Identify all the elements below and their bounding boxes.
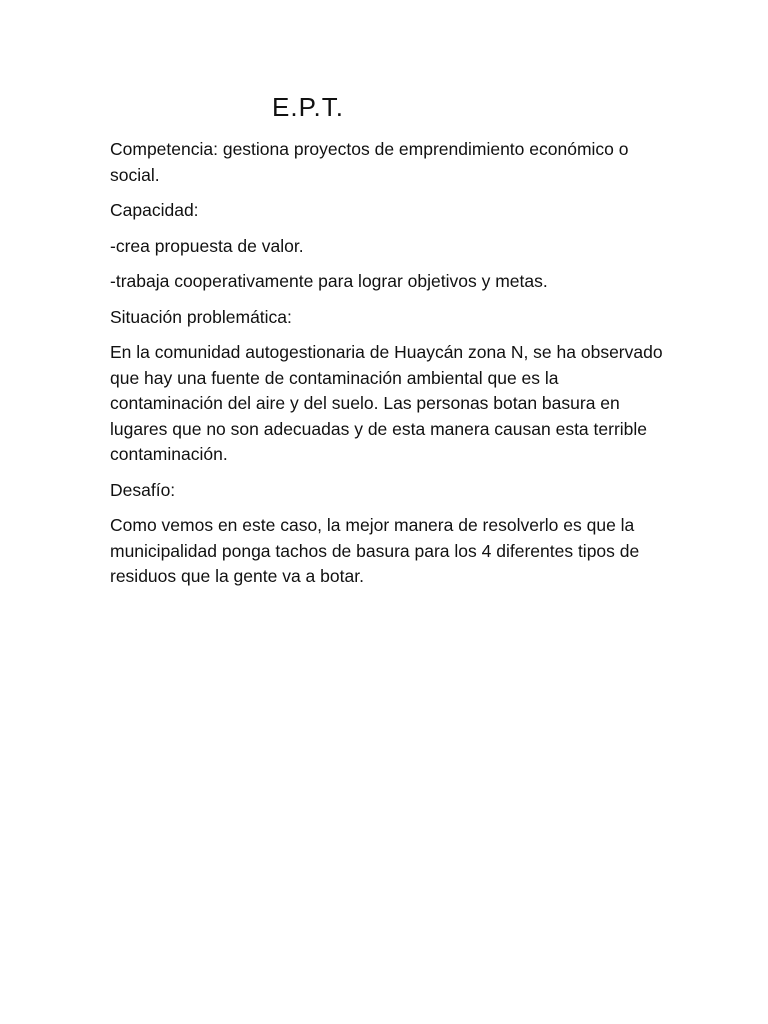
capacidad-item-2: -trabaja cooperativamente para lograr objetivos y metas. (110, 271, 548, 291)
situacion-paragraph: En la comunidad autogestionaria de Huaycán zona N, se ha observado que hay una fuente de contaminación ambiental que es la contaminación del aire y del suelo. Las personas botan basura en lugares que no son adecuadas y de esta manera causan esta terrible contaminación. (110, 342, 663, 464)
document-body (110, 137, 670, 600)
document-title: E.P.T. (272, 92, 345, 122)
capacidad-heading: Capacidad: (110, 200, 199, 220)
situacion-heading: Situación problemática: (110, 306, 292, 327)
capacidad-item-1: -crea propuesta de valor. (110, 235, 304, 256)
desafio-heading: Desafío: (110, 479, 176, 500)
desafio-paragraph: Como vemos en este caso, la mejor manera de resolverlo es que la municipalidad ponga tachos de basura para los 4 diferentes tipos de residuos que la gente va a botar. (110, 515, 640, 586)
competencia-paragraph: Competencia: gestiona proyectos de emprendimiento económico o social. (110, 139, 629, 185)
